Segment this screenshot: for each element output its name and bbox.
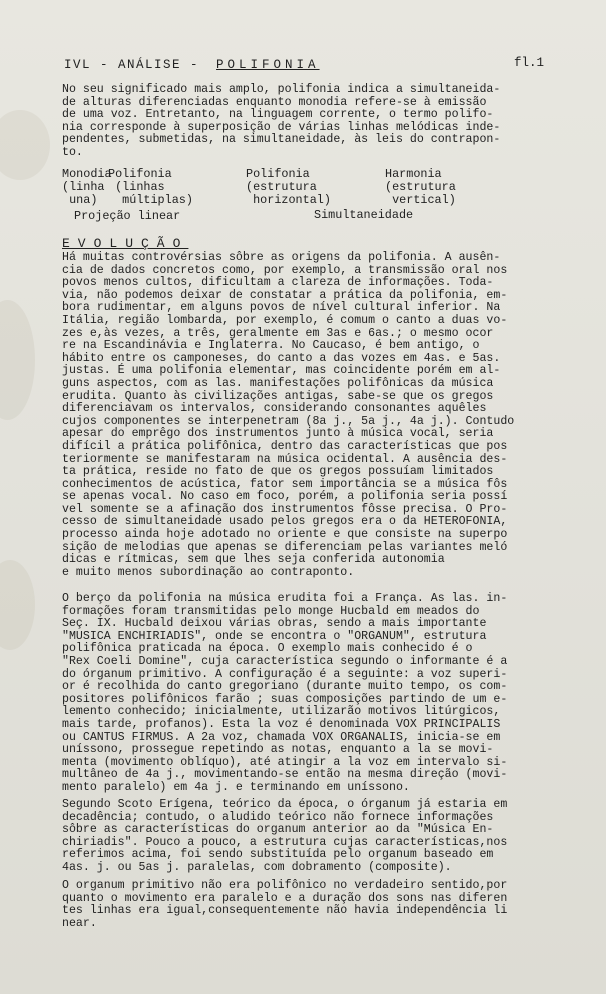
paper-stain	[0, 300, 35, 420]
paragraph-evolucao: Há muitas controvérsias sôbre as origens da polifonia. A ausên- cia de dados concretos como, por exemplo, a transmissão oral nos povos menos cultos, dificultam a clareza de informações. Toda- via, não podemos deixar de constatar a prática da polifonia, em- bora rudimentar, em alguns povos de nível cultural inferior. Na Itália, região lombarda, por exemplo, é comum o canto a duas vo- zes e,às vezes, a três, geralmente em 3as e 6as.; o mesmo ocor re na Escandinávia e Inglaterra. No Caucaso, é bem antigo, o hábito entre os camponeses, do canto a das vozes em 4as. e 5as. justas. É uma polifonia elementar, mas coincidente porém em al- guns aspectos, com as las. manifestações polifônicas da música erudita. Quanto às civilizações antigas, sabe-se que os gregos diferenciavam os intervalos, considerando consonantes aquêles cujos componentes se interpenetram (8a j., 5a j., 4a j.). Contudo apesar do emprêgo dos instrumentos junto à música vocal, seria difícil a prática polifônica, dentro das características que pos teriormente se manifestaram na música ocidental. A ausência des- ta prática, reside no fato de que os gregos possuíam limitados conhecimentos de acústica, fator sem importância se a música fôs se apenas vocal. No caso em foco, porém, a polifonia seria possí vel somente se a afinação dos instrumentos fôsse precisa. O Pro- cesso de simultaneidade usado pelos gregos era o da HETEROFONIA, processo ainda hoje adotado no oriente e que consiste na superpo sição de melodias que apenas se diferenciam pelas variantes meló dicas e rítmicas, sem que lhes seja conferida autonomia e muito menos subordinação ao contraponto.	[62, 251, 515, 579]
diagram-harmonia: Harmonia (estrutura vertical)	[385, 167, 456, 207]
diagram-polifonia: Polifonia (linhas múltiplas)	[108, 167, 193, 207]
paragraph-organum: O organum primitivo não era polifônico no verdadeiro sentido,por quanto o movimento era paralelo e a duração dos sons nas diferen tes linhas era igual,consequentemente não havia independência li near.	[62, 879, 508, 930]
header-label: IVL - ANÁLISE -	[64, 58, 200, 72]
diagram-monodia: Monodia (linha una)	[62, 167, 112, 207]
paper-stain	[0, 110, 50, 180]
paper-stain	[0, 560, 35, 650]
diagram-projecao-linear: Projeção linear	[74, 209, 181, 223]
diagram-simultaneidade: Simultaneidade	[314, 208, 414, 222]
paragraph-berco: O berço da polifonia na música erudita foi a França. As las. in- formações foram transmitidas pelo monge Hucbald em meados do Seç. IX. Hucbald deixou várias obras, sendo a mais importante "MUSICA ENCHIRIADIS", onde se encontra o "ORGANUM", estrutura polifônica praticada na época. O exemplo mais conhecido é o "Rex Coeli Domine", cuja característica segundo o informante é a do órganum primitivo. A configuração é a seguinte: a voz superi- or é recolhida do canto gregoriano (durante muito tempo, os com- positores polifônicos farão ; suas composições partindo de um e- lemento conhecido; inicialmente, utilizarão motivos litúrgicos, mais tarde, profanos). Esta la voz é denominada VOX PRINCIPALIS ou CANTUS FIRMUS. A 2a voz, chamada VOX ORGANALIS, inicia-se em uníssono, prossegue repetindo as notas, enquanto a la se movi- menta (movimento oblíquo), até atingir a la voz em intervalo si- multâneo de 4a j., movimentando-se então na mesma direção (movi- mento paralelo) em 4a j. e terminando em uníssono.	[62, 592, 508, 794]
diagram-polifonia-estrutura: Polifonia (estrutura horizontal)	[246, 167, 331, 207]
intro-paragraph: No seu significado mais amplo, polifonia indica a simultaneida- de alturas diferenciadas enquanto monodia refere-se à emissão de uma voz. Entretanto, na linguagem corrente, o termo polifo- nia corresponde à superposição de várias linhas melódicas inde- pendentes, submetidas, na simultaneidade, às leis do contrapon- to.	[62, 83, 501, 159]
page-header	[64, 58, 320, 72]
folio-number: fl.1	[513, 56, 544, 70]
page-title: POLIFONIA	[216, 58, 320, 72]
paragraph-scoto: Segundo Scoto Erígena, teórico da época, o órganum já estaria em decadência; contudo, o aludido teórico não fornece informações sôbre as características do organum anterior ao da "Música En- chiriadis". Pouco a pouco, a estrutura cujas características,nos referimos acima, foi sendo substituída pelo organum baseado em 4as. j. ou 5as j. paralelas, com dobramento (composite).	[62, 798, 508, 874]
section-title-evolucao: EVOLUÇÃO	[62, 236, 189, 251]
